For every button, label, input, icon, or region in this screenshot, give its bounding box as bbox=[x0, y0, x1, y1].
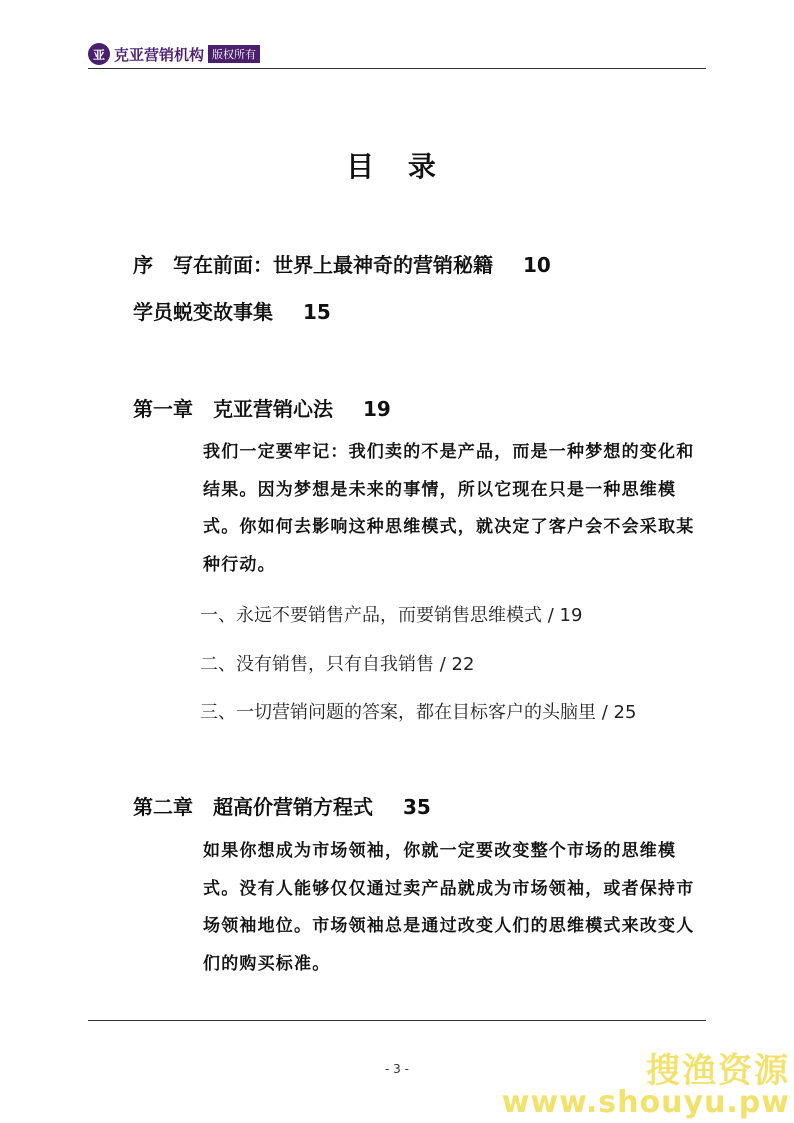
brand-logo bbox=[88, 43, 110, 65]
page-title: 目 录 bbox=[346, 150, 448, 183]
watermark-url: www.shouyu.pw bbox=[501, 1085, 790, 1120]
chapter-2-intro: 如果你想成为市场领袖，你就一定要改变整个市场的思维模式。没有人能够仅仅通过卖产品就成为市场领袖，或者保持市场领袖地位。市场领袖总是通过改变人们的思维模式来改变人们的购买标准。 bbox=[203, 841, 695, 974]
footer-divider bbox=[88, 1020, 706, 1021]
toc-entry-label: 第一章 克亚营销心法 bbox=[133, 397, 333, 421]
toc-entry-chapter-1 bbox=[133, 393, 391, 422]
chapter-1-intro: 我们一定要牢记：我们卖的不是产品，而是一种梦想的变化和结果。因为梦想是未来的事情，所以它现在只是一种思维模式。你如何去影响这种思维模式，就决定了客户会不会采取某种行动。 bbox=[203, 442, 695, 575]
toc-entry-label: 第二章 超高价营销方程式 bbox=[133, 795, 373, 819]
logo-glyph: 亚 bbox=[92, 47, 105, 62]
toc-entry-chapter-2 bbox=[133, 791, 431, 820]
chapter-1-section-2: 二、没有销售，只有自我销售 / 22 bbox=[200, 654, 475, 675]
toc-entry-page: 15 bbox=[303, 300, 331, 324]
toc-entry-page: 35 bbox=[403, 795, 431, 819]
toc-entry-preface bbox=[133, 249, 551, 278]
toc-entry-label: 序 写在前面：世界上最神奇的营销秘籍 bbox=[133, 253, 493, 277]
toc-entry-page: 10 bbox=[523, 253, 551, 277]
toc-entry-page: 19 bbox=[363, 397, 391, 421]
toc-entry-stories bbox=[133, 296, 331, 325]
toc-entry-label: 学员蜕变故事集 bbox=[133, 300, 273, 324]
chapter-1-section-1: 一、永远不要销售产品，而要销售思维模式 / 19 bbox=[200, 605, 583, 626]
header-divider bbox=[88, 68, 706, 69]
watermark-title: 搜渔资源 bbox=[646, 1051, 790, 1091]
page-number: - 3 - bbox=[385, 1062, 409, 1076]
chapter-1-section-3: 三、一切营销问题的答案，都在目标客户的头脑里 / 25 bbox=[200, 702, 637, 723]
brand-name: 克亚营销机构 bbox=[114, 45, 205, 64]
document-header bbox=[88, 40, 260, 68]
copyright-tag: 版权所有 bbox=[208, 45, 260, 63]
